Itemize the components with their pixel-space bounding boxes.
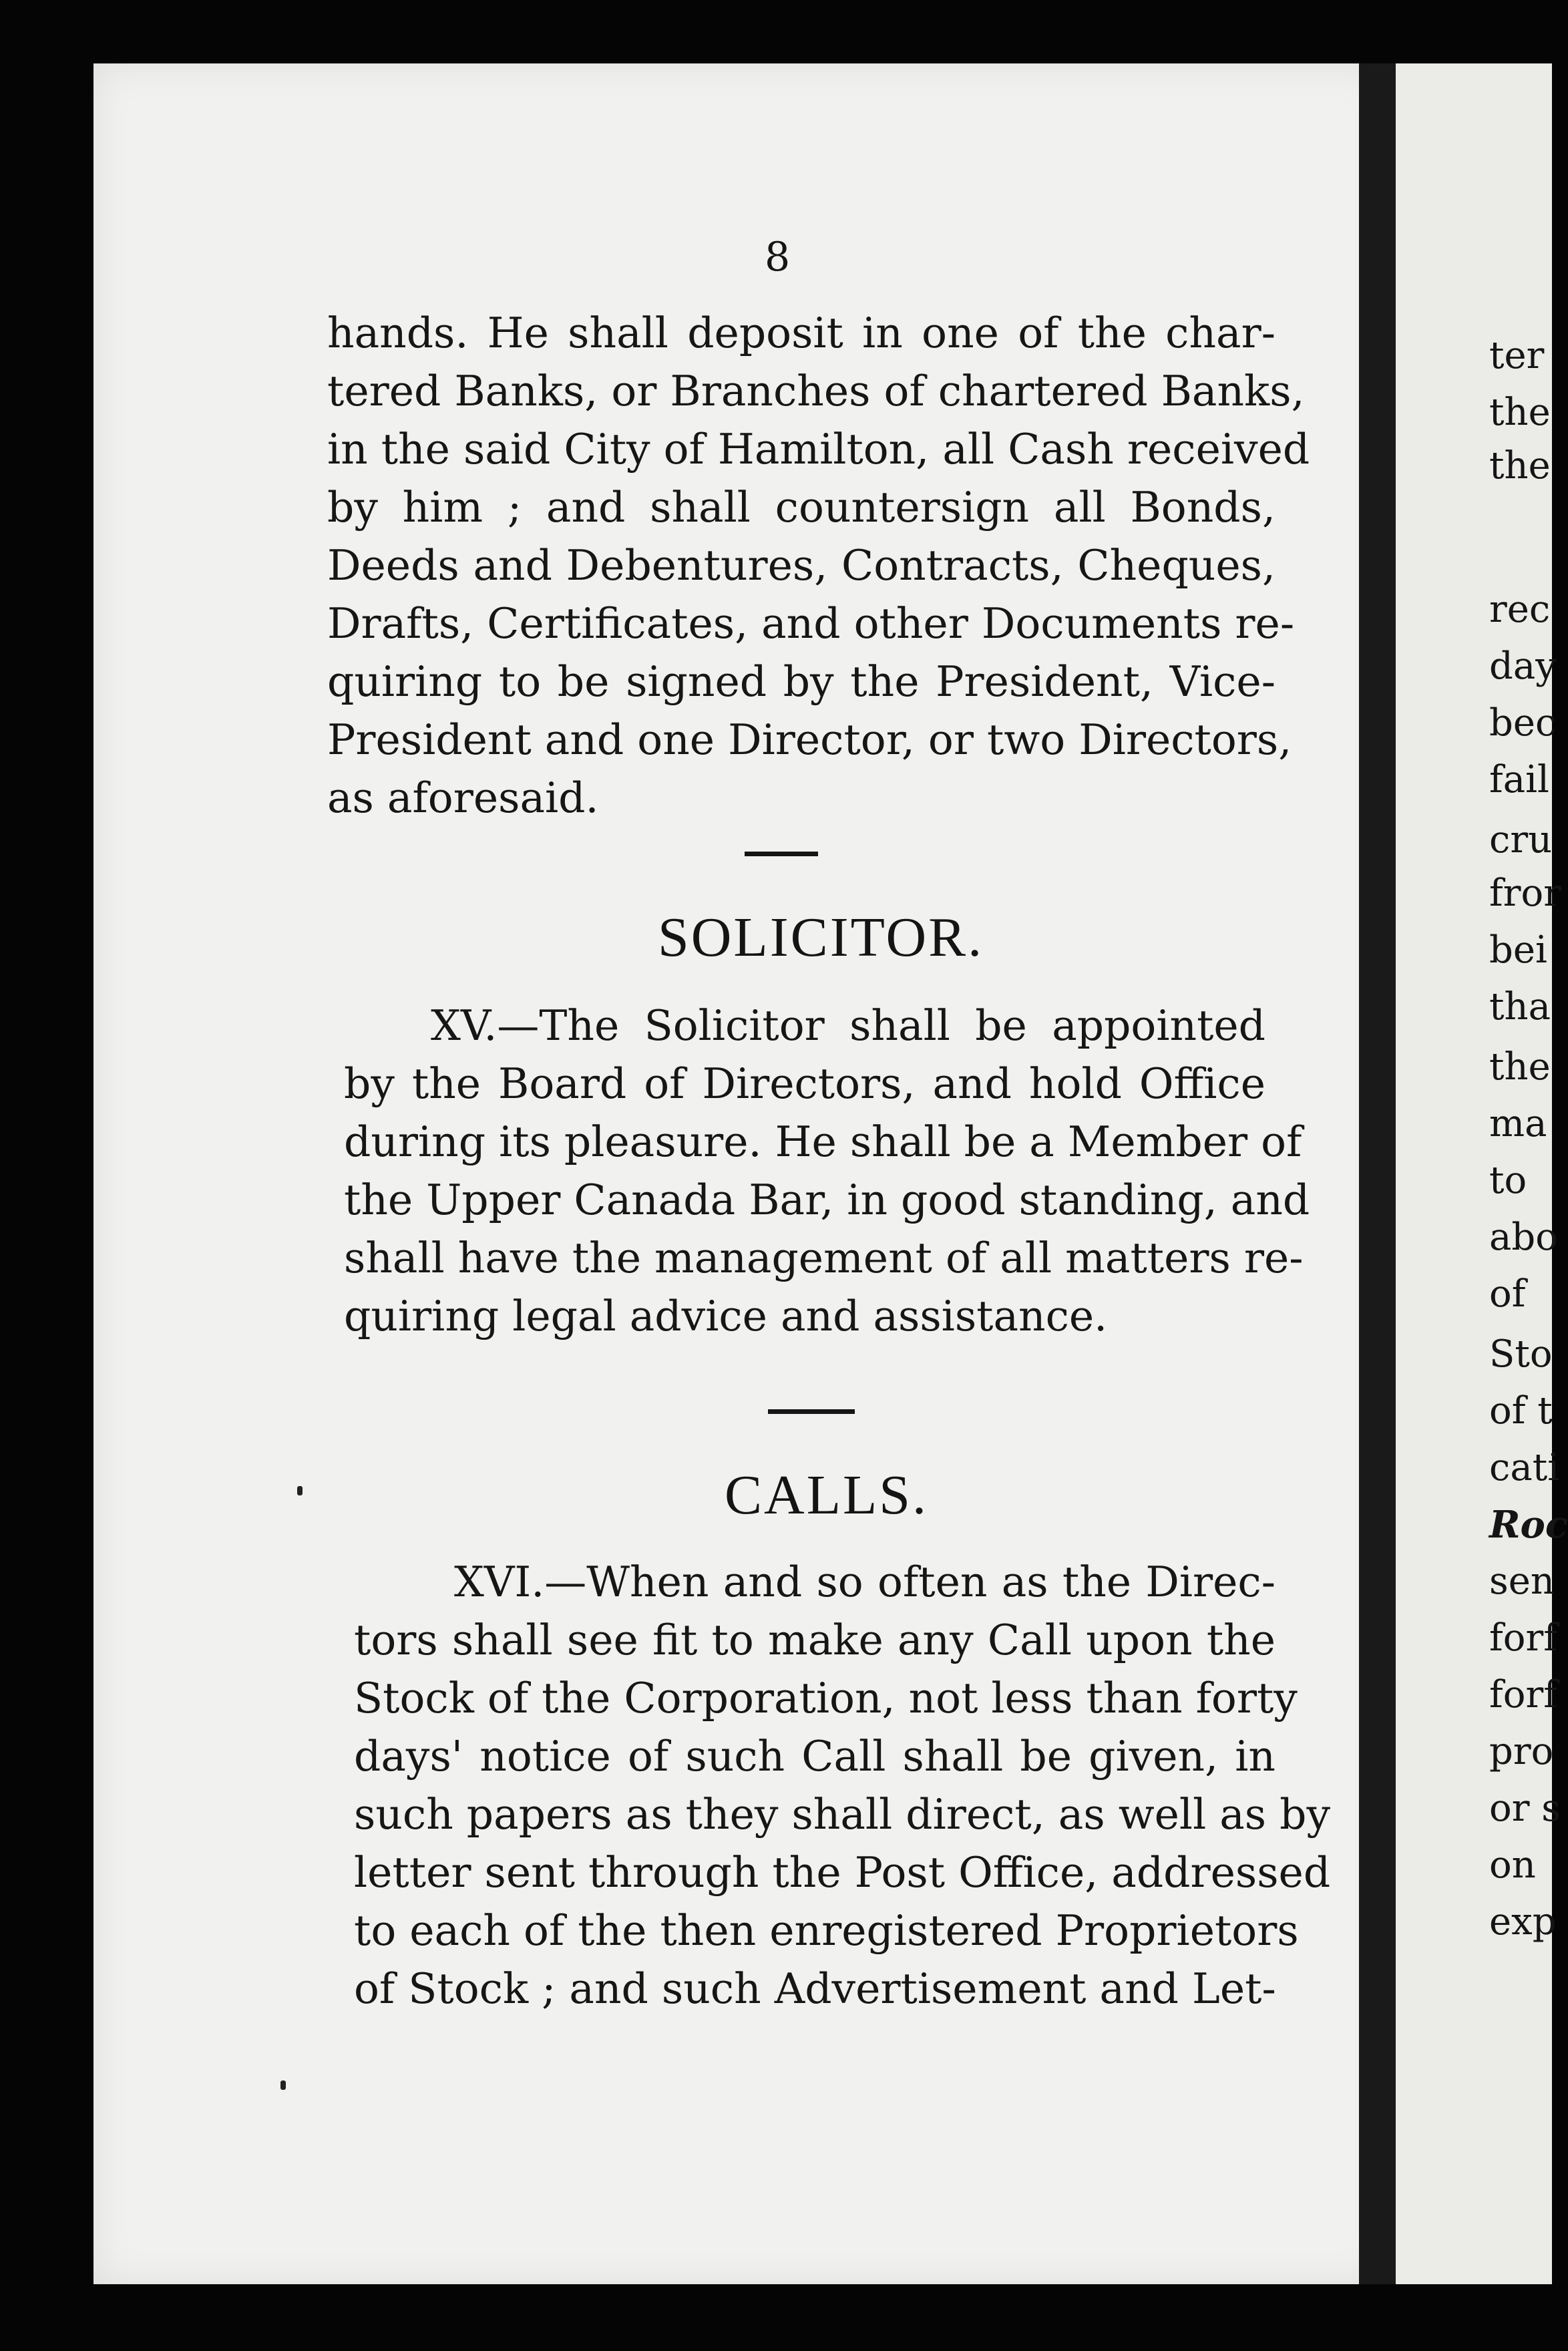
facing-page-text-fragment: fail bbox=[1489, 758, 1549, 801]
facing-page-text-fragment: abo bbox=[1489, 1216, 1558, 1259]
text-line: XV.—The Solicitor shall be appointed bbox=[431, 1001, 1265, 1050]
ink-speck bbox=[280, 2081, 286, 2090]
facing-page-text-fragment: tha bbox=[1489, 985, 1551, 1029]
facing-page-text-fragment: the bbox=[1489, 391, 1551, 434]
facing-page-text-fragment: cati bbox=[1489, 1446, 1560, 1489]
text-line: Drafts, Certificates, and other Documents re- bbox=[327, 599, 1295, 648]
facing-page-text-fragment: ma bbox=[1489, 1102, 1547, 1145]
text-line: President and one Director, or two Directors, bbox=[327, 715, 1292, 764]
text-line: tors shall see fit to make any Call upon the bbox=[354, 1616, 1276, 1664]
calls-heading: CALLS. bbox=[725, 1464, 929, 1526]
solicitor-heading: SOLICITOR. bbox=[658, 906, 984, 968]
facing-page-text-fragment: bei bbox=[1489, 928, 1547, 972]
solicitor-paragraph bbox=[344, 997, 1310, 1345]
text-line: during its pleasure. He shall be a Member of bbox=[344, 1117, 1302, 1166]
facing-page-text-fragment: rec bbox=[1489, 588, 1551, 631]
facing-page-text-fragment: bec bbox=[1489, 701, 1557, 745]
text-line: Stock of the Corporation, not less than forty bbox=[354, 1674, 1298, 1723]
text-line: by him ; and shall countersign all Bonds, bbox=[327, 483, 1276, 532]
text-line: Deeds and Debentures, Contracts, Cheques, bbox=[327, 541, 1276, 590]
facing-page-text-fragment: pro bbox=[1489, 1730, 1554, 1773]
section-divider bbox=[768, 1409, 855, 1414]
text-line: the Upper Canada Bar, in good standing, and bbox=[344, 1176, 1310, 1224]
facing-page-text-fragment: Roc bbox=[1489, 1503, 1568, 1547]
page-number: 8 bbox=[765, 234, 791, 281]
facing-page-text-fragment: forf bbox=[1489, 1616, 1557, 1660]
section-divider bbox=[745, 852, 818, 856]
intro-paragraph bbox=[327, 304, 1310, 827]
text-line: hands. He shall deposit in one of the char- bbox=[327, 309, 1276, 357]
facing-page-text-fragment: sen bbox=[1489, 1560, 1555, 1603]
text-line: such papers as they shall direct, as well as by bbox=[354, 1790, 1331, 1839]
facing-page-text-fragment: to bbox=[1489, 1159, 1527, 1202]
facing-page-text-fragment: forf bbox=[1489, 1673, 1557, 1716]
facing-page-text-fragment: the bbox=[1489, 1045, 1551, 1089]
text-line: days' notice of such Call shall be given, in bbox=[354, 1732, 1276, 1781]
text-line: to each of the then enregistered Proprietors bbox=[354, 1906, 1299, 1955]
book-gutter bbox=[1359, 63, 1396, 2284]
facing-page-text-fragment: day bbox=[1489, 645, 1557, 688]
text-line: quiring to be signed by the President, Vice- bbox=[327, 657, 1276, 706]
facing-page-text-fragment: cru bbox=[1489, 818, 1553, 862]
ink-speck bbox=[297, 1486, 303, 1495]
facing-page-fragment bbox=[1396, 63, 1568, 2284]
facing-page-text-fragment: or s bbox=[1489, 1787, 1561, 1830]
text-line: XVI.—When and so often as the Direc- bbox=[454, 1558, 1276, 1606]
text-line: quiring legal advice and assistance. bbox=[344, 1292, 1108, 1340]
text-line: of Stock ; and such Advertisement and Let- bbox=[354, 1964, 1276, 2013]
text-line: shall have the management of all matters re- bbox=[344, 1234, 1304, 1282]
facing-page-text-fragment: ter bbox=[1489, 334, 1545, 377]
text-line: as aforesaid. bbox=[327, 773, 599, 822]
text-line: tered Banks, or Branches of chartered Banks, bbox=[327, 367, 1305, 415]
facing-page-text-fragment: fror bbox=[1489, 872, 1561, 915]
text-line: letter sent through the Post Office, addressed bbox=[354, 1848, 1331, 1897]
text-line: by the Board of Directors, and hold Office bbox=[344, 1059, 1265, 1108]
facing-page-text-fragment: of t bbox=[1489, 1389, 1553, 1433]
calls-paragraph bbox=[354, 1553, 1331, 2018]
facing-page-text-fragment: of bbox=[1489, 1272, 1526, 1316]
facing-page-text-fragment: on bbox=[1489, 1843, 1536, 1887]
text-line: in the said City of Hamilton, all Cash received bbox=[327, 425, 1310, 474]
facing-page-text-fragment: exp bbox=[1489, 1900, 1557, 1944]
facing-page-text-fragment: Sto bbox=[1489, 1332, 1553, 1376]
facing-page-text-fragment: the bbox=[1489, 444, 1551, 488]
